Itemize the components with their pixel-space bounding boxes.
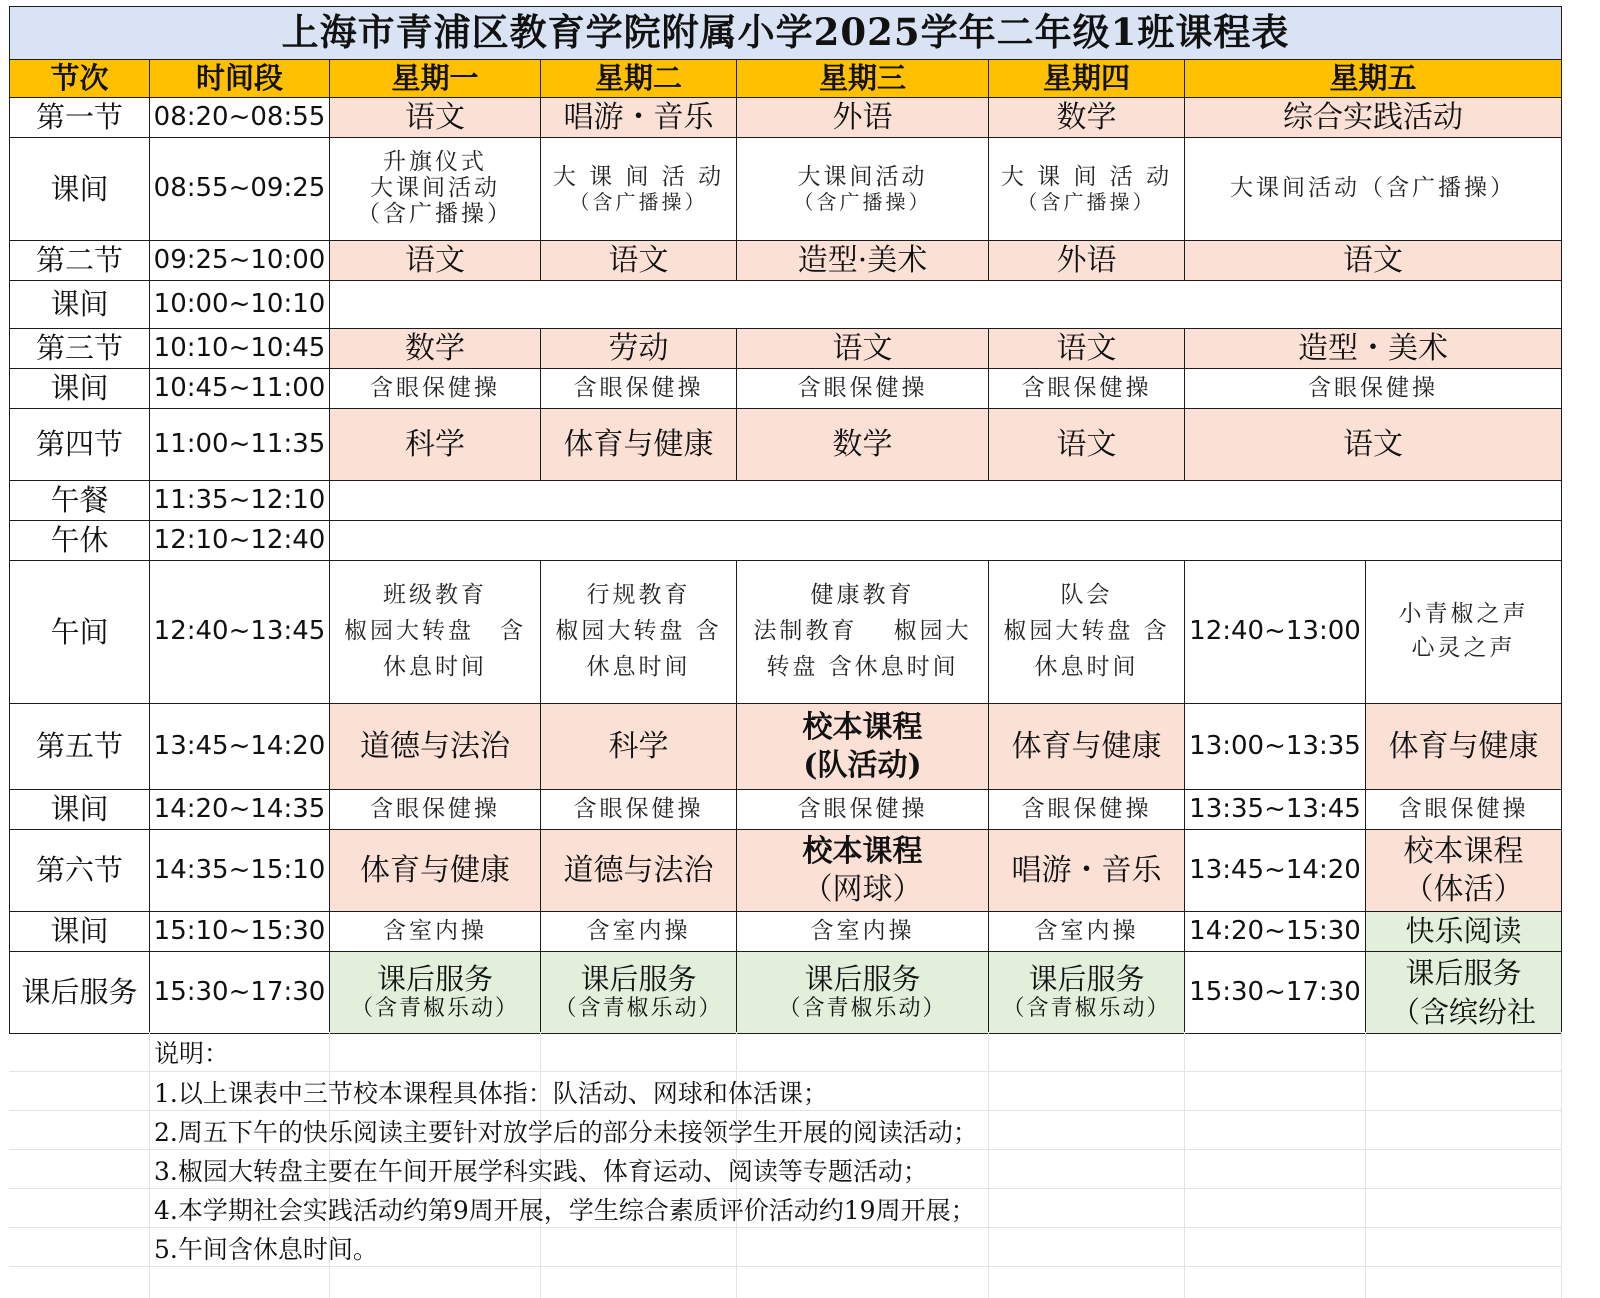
row-break-6	[10, 912, 1562, 952]
cell-tuesday: 体育与健康	[541, 409, 737, 481]
cell-monday: 含眼保健操	[330, 790, 541, 830]
note-line: 行规教育	[586, 582, 691, 609]
cell-thursday: 外语	[989, 241, 1185, 281]
time-range: 15:30~17:30	[150, 952, 330, 1034]
cell-wednesday	[737, 138, 989, 241]
note-line: 小青椒之声	[1398, 601, 1529, 628]
row-period-6	[10, 830, 1562, 912]
row-after-school	[10, 952, 1562, 1034]
service-sub: （含青椒乐动）	[350, 996, 519, 1022]
note-line: 升旗仪式	[383, 149, 487, 176]
note-item: 5.午间含休息时间。	[154, 1235, 378, 1264]
cell-monday	[330, 138, 541, 241]
note-line: 健康教育	[810, 582, 915, 609]
service-sub: （含青椒乐动）	[1002, 996, 1171, 1022]
note-line: 心灵之声	[1411, 635, 1516, 661]
cell-tuesday: 道德与法治	[541, 830, 737, 912]
period-label: 第一节	[10, 98, 150, 138]
cell-tuesday: 含眼保健操	[541, 790, 737, 830]
period-label: 第六节	[10, 830, 150, 912]
cell-monday: 含眼保健操	[330, 369, 541, 409]
row-noon	[10, 561, 1562, 704]
cell-wednesday: 外语	[737, 98, 989, 138]
header-friday: 星期五	[1185, 60, 1562, 98]
notes-heading: 说明：	[154, 1039, 230, 1068]
cell-friday	[1366, 561, 1562, 704]
friday-time-range: 12:40~13:00	[1185, 561, 1366, 704]
subject-line: （体活）	[1403, 871, 1524, 907]
cell-monday: 数学	[330, 329, 541, 369]
period-label: 第二节	[10, 241, 150, 281]
cell-monday: 含室内操	[330, 912, 541, 952]
note-line: 大课间活动	[797, 163, 928, 190]
time-range: 09:25~10:00	[150, 241, 330, 281]
cell-friday: 语文	[1185, 409, 1562, 481]
cell-wednesday	[737, 952, 989, 1034]
time-range: 12:40~13:45	[150, 561, 330, 704]
cell-monday: 科学	[330, 409, 541, 481]
time-range: 13:45~14:20	[150, 704, 330, 790]
cell-monday	[330, 561, 541, 704]
time-range: 08:20~08:55	[150, 98, 330, 138]
cell-wednesday: 数学	[737, 409, 989, 481]
row-break-5	[10, 790, 1562, 830]
note-line: 法制教育 椒园大	[753, 618, 972, 645]
note-line: （含广播操）	[793, 189, 932, 214]
page-title: 上海市青浦区教育学院附属小学2025学年二年级1班课程表	[10, 7, 1562, 60]
cell-thursday: 含室内操	[989, 912, 1185, 952]
friday-time-range: 13:45~14:20	[1185, 830, 1366, 912]
period-label: 课间	[10, 912, 150, 952]
cell-tuesday: 劳动	[541, 329, 737, 369]
cell-thursday	[989, 138, 1185, 241]
empty-span	[330, 281, 1562, 329]
cell-thursday: 语文	[989, 409, 1185, 481]
cell-wednesday	[737, 830, 989, 912]
cell-wednesday: 含眼保健操	[737, 369, 989, 409]
period-label: 第三节	[10, 329, 150, 369]
subject-line: 校本课程	[1403, 833, 1524, 869]
cell-monday	[330, 952, 541, 1034]
row-break-3	[10, 369, 1562, 409]
row-period-4	[10, 409, 1562, 481]
cell-tuesday: 语文	[541, 241, 737, 281]
row-break-2	[10, 281, 1562, 329]
cell-thursday: 数学	[989, 98, 1185, 138]
row-nap	[10, 521, 1562, 561]
cell-wednesday	[737, 561, 989, 704]
service-sub: （含青椒乐动）	[778, 996, 947, 1022]
period-label: 午间	[10, 561, 150, 704]
time-range: 15:10~15:30	[150, 912, 330, 952]
note-line: 转盘 含休息时间	[766, 653, 959, 680]
period-label: 第五节	[10, 704, 150, 790]
subject-line: （网球）	[802, 871, 923, 907]
header-period: 节次	[10, 60, 150, 98]
cell-tuesday: 含室内操	[541, 912, 737, 952]
time-range: 10:45~11:00	[150, 369, 330, 409]
header-time: 时间段	[150, 60, 330, 98]
time-range: 11:35~12:10	[150, 481, 330, 521]
row-period-3	[10, 329, 1562, 369]
period-label: 午休	[10, 521, 150, 561]
cell-wednesday: 语文	[737, 329, 989, 369]
service-sub: （含青椒乐动）	[554, 996, 723, 1022]
cell-tuesday	[541, 561, 737, 704]
note-line: 椒园大转盘 含	[1003, 618, 1170, 645]
time-range: 10:10~10:45	[150, 329, 330, 369]
service-line: 课后服务	[580, 961, 697, 996]
note-item: 4.本学期社会实践活动约第9周开展，学生综合素质评价活动约19周开展；	[154, 1196, 976, 1225]
subject-line: 校本课程	[802, 833, 923, 869]
cell-tuesday: 科学	[541, 704, 737, 790]
cell-monday: 语文	[330, 98, 541, 138]
cell-thursday: 语文	[989, 329, 1185, 369]
header-wednesday: 星期三	[737, 60, 989, 98]
cell-thursday: 体育与健康	[989, 704, 1185, 790]
note-item: 3.椒园大转盘主要在午间开展学科实践、体育运动、阅读等专题活动；	[154, 1157, 928, 1186]
time-range: 10:00~10:10	[150, 281, 330, 329]
cell-friday: 综合实践活动	[1185, 98, 1562, 138]
header-row	[10, 60, 1562, 98]
friday-time-range: 13:35~13:45	[1185, 790, 1366, 830]
friday-time-range: 15:30~17:30	[1185, 952, 1366, 1034]
cell-tuesday	[541, 952, 737, 1034]
service-line: 课后服务	[376, 961, 493, 996]
note-line: 班级教育	[383, 582, 487, 609]
service-line: 课后服务	[804, 961, 921, 996]
cell-tuesday	[541, 138, 737, 241]
note-line: 椒园大转盘 含	[555, 618, 722, 645]
cell-wednesday	[737, 704, 989, 790]
note-line: 大 课 间 活 动	[552, 163, 725, 190]
cell-thursday: 含眼保健操	[989, 790, 1185, 830]
subject-line: (队活动)	[803, 747, 922, 783]
header-thursday: 星期四	[989, 60, 1185, 98]
note-line: 大 课 间 活 动	[1000, 163, 1173, 190]
period-label: 课后服务	[10, 952, 150, 1034]
period-label: 课间	[10, 790, 150, 830]
cell-thursday: 含眼保健操	[989, 369, 1185, 409]
note-line: （含广播操）	[569, 189, 708, 214]
timetable	[9, 6, 1562, 1034]
cell-thursday	[989, 561, 1185, 704]
cell-friday	[1366, 952, 1562, 1034]
row-lunch	[10, 481, 1562, 521]
cell-tuesday: 含眼保健操	[541, 369, 737, 409]
empty-span	[330, 481, 1562, 521]
time-range: 14:20~14:35	[150, 790, 330, 830]
friday-time-range: 13:00~13:35	[1185, 704, 1366, 790]
row-period-5	[10, 704, 1562, 790]
note-item: 2.周五下午的快乐阅读主要针对放学后的部分未接领学生开展的阅读活动；	[154, 1118, 978, 1147]
cell-tuesday: 唱游・音乐	[541, 98, 737, 138]
cell-friday: 大课间活动（含广播操）	[1185, 138, 1562, 241]
cell-wednesday: 含眼保健操	[737, 790, 989, 830]
cell-wednesday: 含室内操	[737, 912, 989, 952]
cell-friday: 体育与健康	[1366, 704, 1562, 790]
period-label: 课间	[10, 138, 150, 241]
subject-line: 校本课程	[802, 709, 923, 745]
cell-friday: 造型・美术	[1185, 329, 1562, 369]
header-monday: 星期一	[330, 60, 541, 98]
cell-friday: 快乐阅读	[1366, 912, 1562, 952]
service-line: 课后服务	[1028, 961, 1145, 996]
time-range: 11:00~11:35	[150, 409, 330, 481]
row-period-1	[10, 98, 1562, 138]
note-line: 休息时间	[1034, 653, 1139, 680]
cell-friday: 语文	[1185, 241, 1562, 281]
cell-friday: 含眼保健操	[1185, 369, 1562, 409]
empty-span	[330, 521, 1562, 561]
friday-time-range: 14:20~15:30	[1185, 912, 1366, 952]
cell-monday: 体育与健康	[330, 830, 541, 912]
cell-monday: 道德与法治	[330, 704, 541, 790]
time-range: 12:10~12:40	[150, 521, 330, 561]
period-label: 第四节	[10, 409, 150, 481]
note-line: 队会	[1060, 582, 1113, 609]
period-label: 课间	[10, 369, 150, 409]
row-break-1	[10, 138, 1562, 241]
cell-friday: 含眼保健操	[1366, 790, 1562, 830]
service-line: （含缤纷社	[1390, 994, 1536, 1029]
period-label: 午餐	[10, 481, 150, 521]
row-period-2	[10, 241, 1562, 281]
cell-thursday	[989, 952, 1185, 1034]
header-tuesday: 星期二	[541, 60, 737, 98]
note-line: 休息时间	[586, 653, 691, 680]
cell-wednesday: 造型·美术	[737, 241, 989, 281]
note-line: （含广播操）	[357, 200, 513, 227]
time-range: 08:55~09:25	[150, 138, 330, 241]
note-item: 1.以上课表中三节校本课程具体指：队活动、网球和体活课；	[154, 1079, 828, 1108]
service-line: 课后服务	[1405, 956, 1522, 991]
note-line: （含广播操）	[1017, 189, 1156, 214]
note-line: 休息时间	[383, 653, 487, 680]
note-line: 椒园大转盘 含	[344, 618, 526, 645]
note-line: 大课间活动	[370, 175, 500, 202]
cell-friday	[1366, 830, 1562, 912]
cell-thursday: 唱游・音乐	[989, 830, 1185, 912]
period-label: 课间	[10, 281, 150, 329]
time-range: 14:35~15:10	[150, 830, 330, 912]
cell-monday: 语文	[330, 241, 541, 281]
